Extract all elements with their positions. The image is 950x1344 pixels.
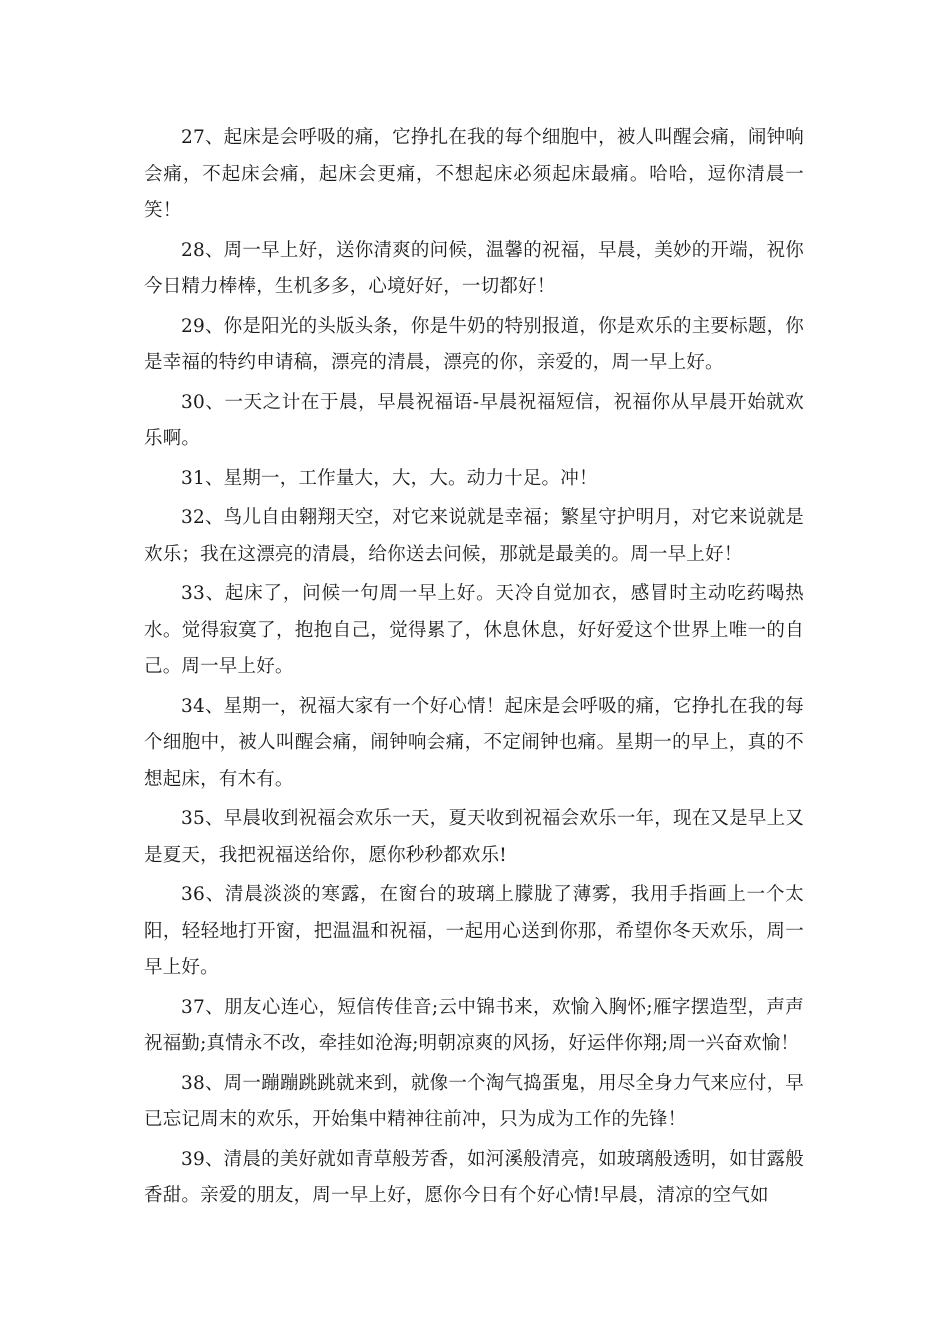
paragraph-32: 32、鸟儿自由翱翔天空，对它来说就是幸福；繁星守护明月，对它来说就是欢乐；我在这漂亮的清晨，给你送去问候，那就是最美的。周一早上好！	[144, 507, 804, 565]
paragraph-34: 34、星期一，祝福大家有一个好心情！起床是会呼吸的痛，它挣扎在我的每个细胞中，被人叫醒会痛，闹钟响会痛，不定闹钟也痛。星期一的早上，真的不想起床，有木有。	[144, 695, 804, 790]
paragraph-35: 35、早晨收到祝福会欢乐一天，夏天收到祝福会欢乐一年，现在又是早上又是夏天，我把祝福送给你，愿你秒秒都欢乐!	[144, 808, 804, 866]
paragraph-33: 33、起床了，问候一句周一早上好。天冷自觉加衣，感冒时主动吃药喝热水。觉得寂寞了，抱抱自己，觉得累了，休息休息，好好爱这个世界上唯一的自己。周一早上好。	[144, 583, 804, 677]
document-body	[144, 120, 804, 1218]
paragraph-31: 31、星期一，工作量大，大，大。动力十足。冲！	[181, 467, 598, 489]
paragraph-37: 37、朋友心连心，短信传佳音;云中锦书来，欢愉入胸怀;雁字摆造型，声声祝福勤;真情永不改，牵挂如沧海;明朝凉爽的风扬，好运伴你翔;周一兴奋欢愉！	[144, 996, 804, 1054]
paragraph-39: 39、清晨的美好就如青草般芳香，如河溪般清亮，如玻璃般透明，如甘露般香甜。亲爱的朋友，周一早上好，愿你今日有个好心情!早晨，清凉的空气如	[144, 1148, 804, 1206]
paragraph-29: 29、你是阳光的头版头条，你是牛奶的特别报道，你是欢乐的主要标题，你是幸福的特约申请稿，漂亮的清晨，漂亮的你，亲爱的，周一早上好。	[144, 315, 804, 373]
paragraph-28: 28、周一早上好，送你清爽的问候，温馨的祝福，早晨，美妙的开端，祝你今日精力棒棒，生机多多，心境好好，一切都好！	[144, 239, 804, 297]
paragraph-36: 36、清晨淡淡的寒露，在窗台的玻璃上朦胧了薄雾，我用手指画上一个太阳，轻轻地打开窗，把温温和祝福，一起用心送到你那，希望你冬天欢乐，周一早上好。	[144, 884, 804, 978]
paragraph-27: 27、起床是会呼吸的痛，它挣扎在我的每个细胞中，被人叫醒会痛，闹钟响会痛，不起床会痛，起床会更痛，不想起床必须起床最痛。哈哈，逗你清晨一笑！	[144, 127, 804, 221]
paragraph-30: 30、一天之计在于晨，早晨祝福语-早晨祝福短信，祝福你从早晨开始就欢乐啊。	[144, 391, 804, 449]
paragraph-38: 38、周一蹦蹦跳跳就来到，就像一个淘气捣蛋鬼，用尽全身力气来应付，早已忘记周末的欢乐，开始集中精神往前冲，只为成为工作的先锋！	[144, 1072, 804, 1130]
